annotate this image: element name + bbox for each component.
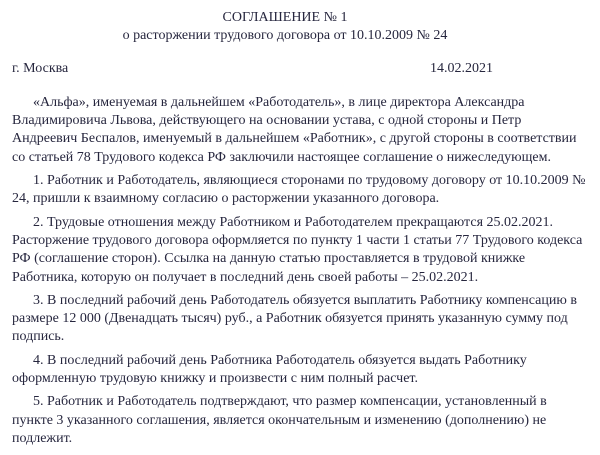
clause-4: 4. В последний рабочий день Работника Работодатель обязуется выдать Работнику оформленную трудовую книжку и произвести с ним полный расчет. [12, 352, 527, 387]
city-date-row [12, 60, 588, 78]
document-city: г. Москва [12, 60, 69, 76]
clause-2: 2. Трудовые отношения между Работником и Работодателем прекращаются 25.02.2021. Расторжение трудового договора оформляется по пункту 1 части 1 статьи 77 Трудового кодекса РФ (соглашение сторон). Ссылка на данную статью проставляется в трудовой книжке Работника, которую он получает в последний день своей работы – 25.02.2021. [12, 214, 583, 285]
document-title: СОГЛАШЕНИЕ № 1 [222, 10, 348, 25]
document-subtitle: о расторжении трудового договора от 10.10.2009 № 24 [122, 28, 448, 44]
clause-5: 5. Работник и Работодатель подтверждают, что размер компенсации, установленный в пункте 3 указанного соглашения, является окончательным и изменению (дополнению) не подлежит. [12, 394, 547, 446]
clause-3: 3. В последний рабочий день Работодатель обязуется выплатить Работнику компенсацию в размере 12 000 (Двенадцать тысяч) руб., а Работник обязуется принять указанную сумму под подпись. [12, 292, 577, 345]
document-heading [12, 9, 588, 46]
clause-1: 1. Работник и Работодатель, являющиеся сторонами по трудовому договору от 10.10.2009 № 24, пришли к взаимному согласию о расторжении указанного договора. [12, 173, 586, 207]
document-date: 14.02.2021 [430, 60, 493, 76]
document-preamble: «Альфа», именуемая в дальнейшем «Работодатель», в лице директора Александра Владимировича Львова, действующего на основании устава, с одной стороны и Петр Андреевич Беспалов, именуемый в дальнейшем «Работник», с другой стороны в соответствии со статьей 78 Трудового кодекса РФ заключили настоящее соглашение о нижеследующем. [12, 94, 577, 165]
